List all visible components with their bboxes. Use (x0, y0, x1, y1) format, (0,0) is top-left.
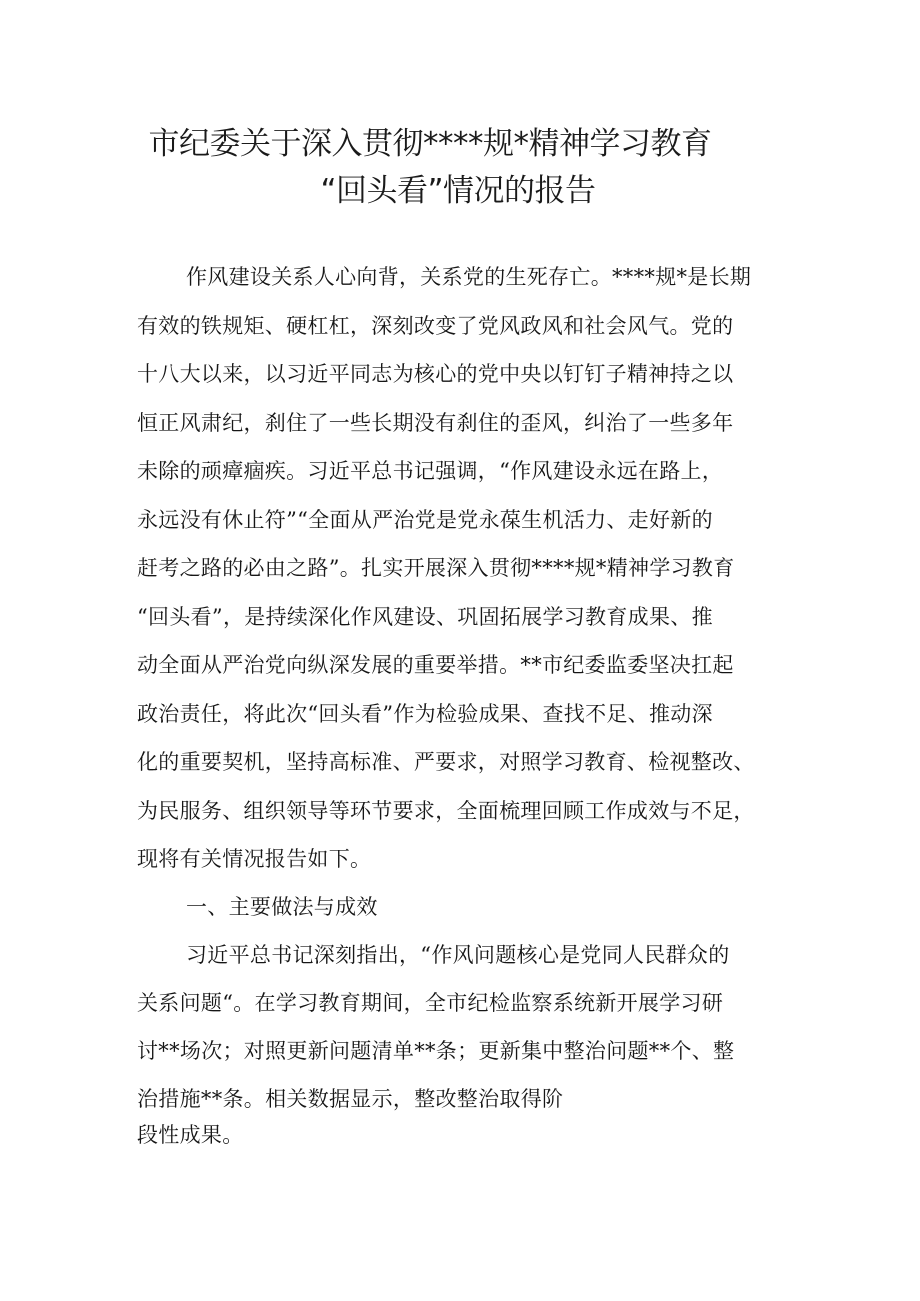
paragraph-1-line-3: 十八大以来，以习近平同志为核心的党中央以钉钉子精神持之以 (137, 362, 734, 386)
document-title-line-1: 市纪委关于深入贯彻****规*精神学习教育 (148, 126, 712, 162)
paragraph-1-line-8: “回头看”，是持续深化作风建设、巩固拓展学习教育成果、推 (137, 605, 713, 629)
paragraph-1-line-1: 作风建设关系人心向背，关系党的生死存亡。****规*是长期 (186, 265, 752, 289)
paragraph-1-line-2: 有效的铁规矩、硬杠杠，深刻改变了党风政风和社会风气。党的 (137, 314, 734, 338)
paragraph-1-line-13: 现将有关情况报告如下。 (137, 847, 372, 871)
paragraph-1-line-4: 恒正风肃纪，刹住了一些长期没有刹住的歪风，纠治了一些多年 (137, 411, 734, 435)
paragraph-2-line-4: 治措施**条。相关数据显示，整改整治取得阶 (137, 1087, 564, 1111)
paragraph-2-line-3: 讨**场次；对照更新问题清单**条；更新集中整治问题**个、整 (137, 1039, 735, 1063)
section-heading-1: 一、主要做法与成效 (186, 895, 378, 919)
paragraph-1-line-7: 赶考之路的必由之路”。扎实开展深入贯彻****规*精神学习教育 (137, 556, 735, 580)
paragraph-1-line-10: 政治责任，将此次“回头看”作为检验成果、查找不足、推动深 (137, 702, 713, 726)
document-title-line-2: “回头看”情况的报告 (320, 173, 596, 209)
paragraph-2-line-2: 关系问题“。在学习教育期间，全市纪检监察系统新开展学习研 (137, 991, 724, 1015)
paragraph-1-line-11: 化的重要契机，坚持高标准、严要求，对照学习教育、检视整改、 (137, 750, 755, 774)
paragraph-1-line-6: 永远没有休止符”“全面从严治党是党永葆生机活力、走好新的 (137, 508, 713, 532)
paragraph-1-line-12: 为民服务、组织领导等环节要求，全面梳理回顾工作成效与不足， (137, 799, 755, 823)
paragraph-1-line-5: 未除的顽瘴痼疾。习近平总书记强调，“作风建设永远在路上， (137, 459, 724, 483)
paragraph-2-line-5: 段性成果。 (137, 1123, 244, 1147)
paragraph-2-line-1: 习近平总书记深刻指出，“作风问题核心是党同人民群众的 (186, 943, 730, 967)
paragraph-1-line-9: 动全面从严治党向纵深发展的重要举措。**市纪委监委坚决扛起 (137, 653, 734, 677)
